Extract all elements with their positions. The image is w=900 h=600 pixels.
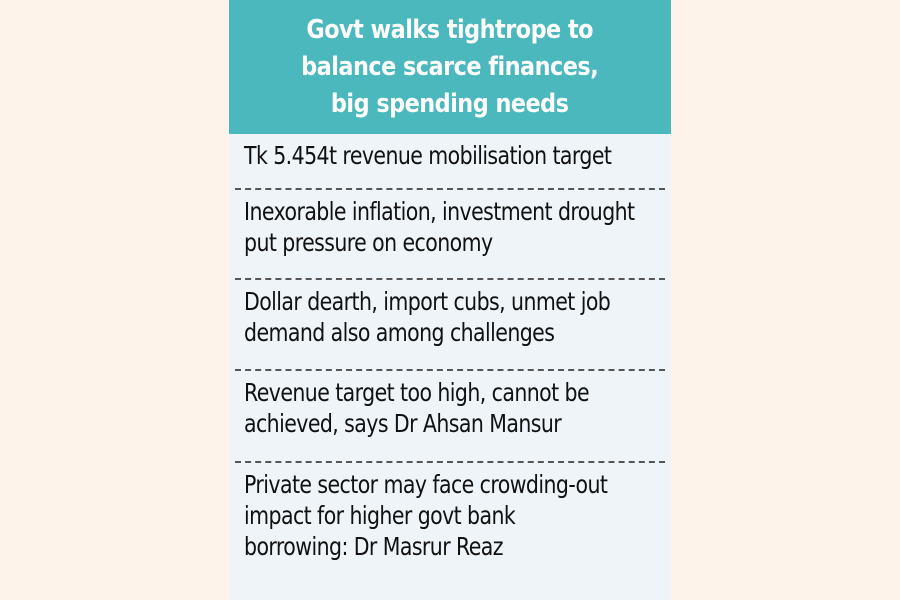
- headline-banner: [229, 0, 671, 134]
- key-point-line: achieved, says Dr Ahsan Mansur: [244, 409, 562, 438]
- headline-line: Govt walks tightrope to: [306, 14, 594, 45]
- key-point-masrur-reaz: [235, 463, 665, 593]
- headline-line: balance scarce finances,: [301, 51, 599, 82]
- key-point-line: Dollar dearth, import cubs, unmet job: [244, 287, 611, 316]
- key-point-line: impact for higher govt bank: [244, 501, 516, 530]
- key-point-dollar-dearth: [235, 280, 665, 371]
- headline-line: big spending needs: [331, 88, 569, 119]
- key-point-line: put pressure on economy: [244, 228, 493, 257]
- key-point-line: demand also among challenges: [244, 318, 555, 347]
- key-point-ahsan-mansur: [235, 371, 665, 463]
- key-point-inflation: [235, 190, 665, 280]
- key-point-revenue-target: [235, 134, 665, 190]
- key-point-line: Tk 5.454t revenue mobilisation target: [244, 141, 612, 170]
- key-point-line: Revenue target too high, cannot be: [244, 378, 590, 407]
- headline: [293, 12, 607, 123]
- key-point-line: Private sector may face crowding-out: [244, 470, 608, 499]
- key-point-line: Inexorable inflation, investment drought: [244, 197, 635, 226]
- key-point-line: borrowing: Dr Masrur Reaz: [244, 532, 503, 561]
- key-points-list: [229, 134, 671, 593]
- summary-card: [229, 0, 671, 600]
